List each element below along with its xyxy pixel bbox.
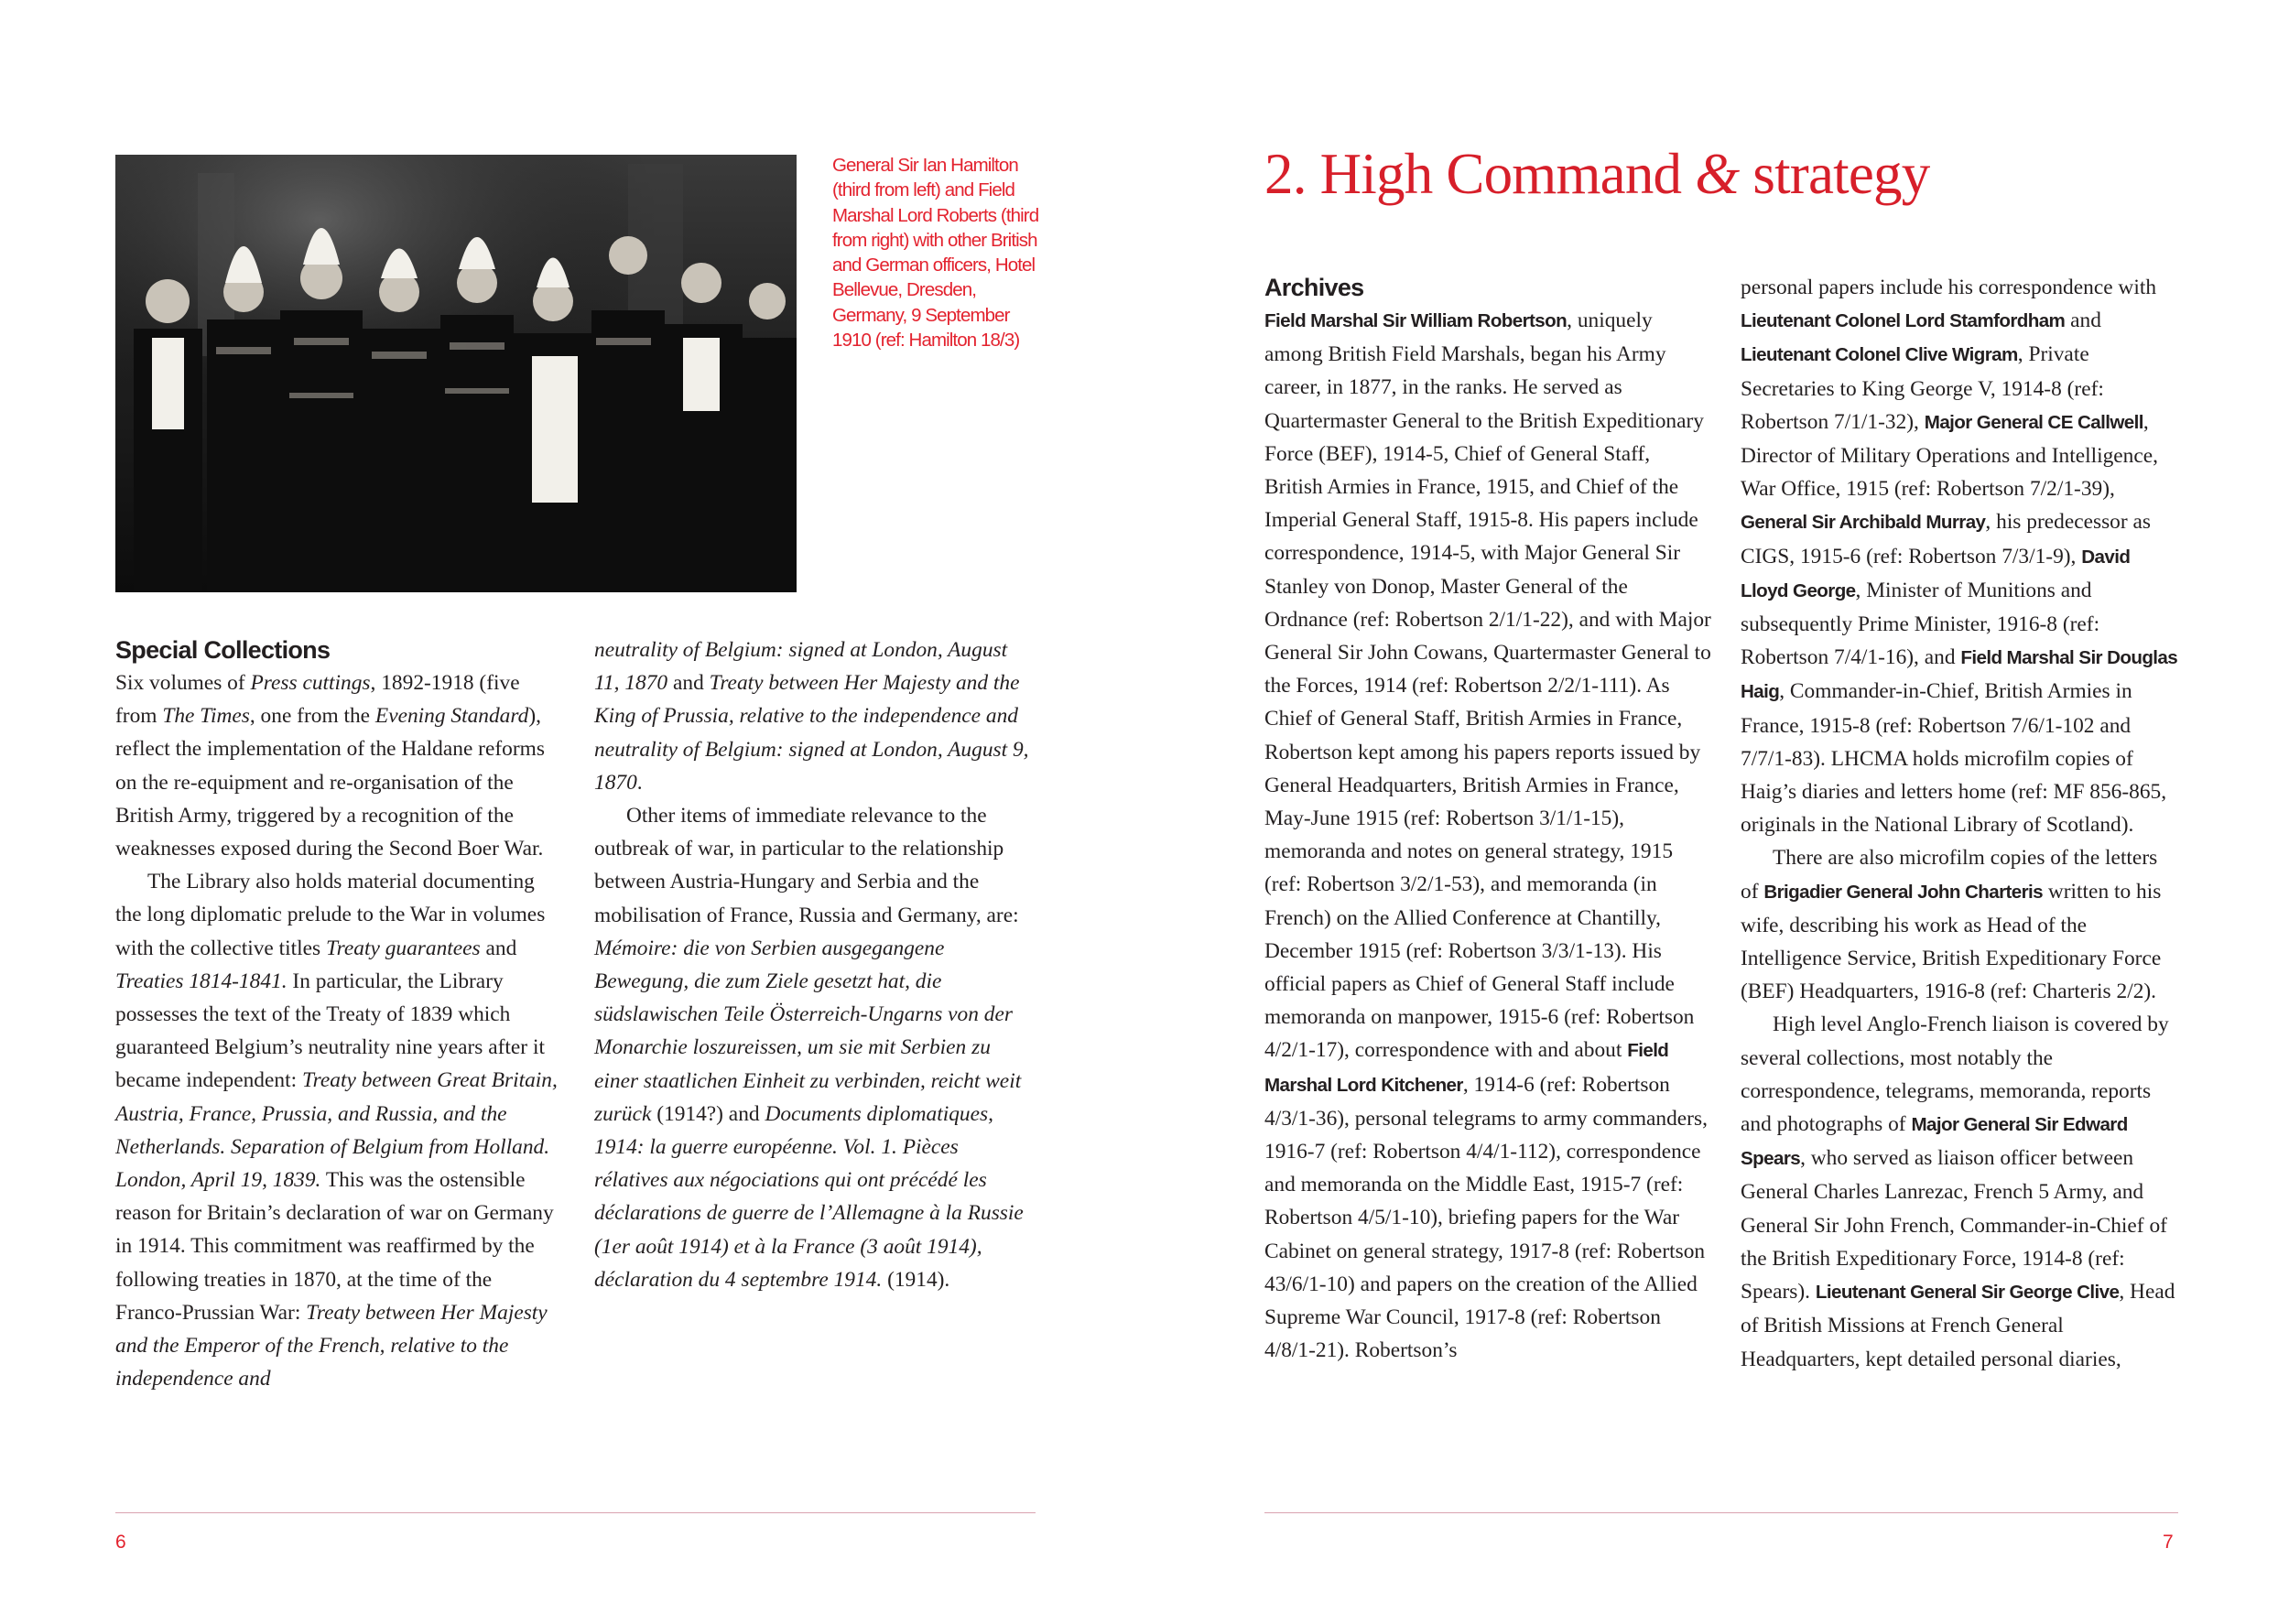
page-number-left: 6: [115, 1532, 126, 1553]
chapter-title: 2. High Command & strategy: [1264, 142, 1930, 206]
paragraph: Six volumes of Press cuttings, 1892-1918 (five from The Times, one from the Evening Standard), reflect the implementation of the Haldane reforms on the re-equipment and re-organisation of the British Army, triggered by a recognition of the weaknesses exposed during the Second Boer War.: [115, 671, 545, 861]
paragraph: High level Anglo-French liaison is covered by several collections, most notably the correspondence, telegrams, memoranda, reports and photographs of Major General Sir Edward Spears, who served as liaison officer between General Charles Lanrezac, French 5 Army, and General Sir John French, Commander-in-Chief of the British Expeditionary Force, 1914-8 (ref: Spears). Lieutenant General Sir George Clive, Head of British Missions at French General Headquarters, kept detailed personal diaries,: [1741, 1012, 2175, 1371]
paragraph: Field Marshal Sir William Robertson, uniquely among British Field Marshals, began his Army career, in 1877, in the ranks. He served as Quartermaster General to the British Expeditionary Force (BEF), 1914-5, Chief of General Staff, British Armies in France, 1915, and Chief of the Imperial General Staff, 1915-8. His papers include correspondence, 1914-5, with Major General Sir Stanley von Donop, Master General of the Ordnance (ref: Robertson 2/1/1-22), and with Major General Sir John Cowans, Quartermaster General to the Forces, 1914 (ref: Robertson 2/2/1-111). As Chief of General Staff, British Armies in France, Robertson kept among his papers reports issued by General Headquarters, British Armies in France, May-June 1915 (ref: Robertson 3/1/1-15), memoranda and notes on general strategy, 1915 (ref: Robertson 3/2/1-53), and memoranda (in French) on the Allied Conference at Chantilly, December 1915 (ref: Robertson 3/3/1-13). His official papers as Chief of General Staff include memoranda on manpower, 1915-6 (ref: Robertson 4/2/1-17), correspondence with and about Field Marshal Lord Kitchener, 1914-6 (ref: Robertson 4/3/1-36), personal telegrams to army commanders, 1916-7 (ref: Robertson 4/4/1-112), correspondence and memoranda on the Middle East, 1915-7 (ref: Robertson 4/5/1-10), briefing papers for the War Cabinet on general strategy, 1917-8 (ref: Robertson 43/6/1-10) and papers on the creation of the Allied Supreme War Council, 1917-8 (ref: Robertson 4/8/1-21). Robertson’s: [1264, 309, 1711, 1363]
paragraph: personal papers include his correspondence with Lieutenant Colonel Lord Stamfordham and Lieutenant Colonel Clive Wigram, Private Secretaries to King George V, 1914-8 (ref: Robertson 7/1/1-32), Major General CE Callwell, Director of Military Operations and Intelligence, War Office, 1915 (ref: Robertson 7/2/1-39), General Sir Archibald Murray, his predecessor as CIGS, 1915-6 (ref: Robertson 7/3/1-9), David Lloyd George, Minister of Munitions and subsequently Prime Minister, 1916-8 (ref: Robertson 7/4/1-16), and Field Marshal Sir Douglas Haig, Commander-in-Chief, British Armies in France, 1915-8 (ref: Robertson 7/6/1-102 and 7/7/1-83). LHCMA holds microfilm copies of Haig’s diaries and letters home (ref: MF 856-865, originals in the National Library of Scotland).: [1741, 276, 2178, 838]
column-3: [1264, 271, 1713, 1368]
photo-caption: General Sir Ian Hamilton (third from left) and Field Marshal Lord Roberts (third from right) with other British and German officers, Hotel Bellevue, Dresden, Germany, 9 September 1910 (ref: Hamilton 18/3): [832, 155, 1039, 352]
footer-rule-left: [115, 1512, 1036, 1513]
paragraph: The Library also holds material documenting the long diplomatic prelude to the War in volumes with the collective titles Treaty guarantees and Treaties 1814-1841. In particular, the Library possesses the text of the Treaty of 1839 which guaranteed Belgium’s neutrality nine years after it became independent: Treaty between Great Britain, Austria, France, Prussia, and Russia, and the Netherlands. Separation of Belgium from Holland. London, April 19, 1839. This was the ostensible reason for Britain’s declaration of war on Germany in 1914. This commitment was reaffirmed by the following treaties in 1870, at the time of the Franco-Prussian War: Treaty between Her Majesty and the Emperor of the French, relative to the independence and: [115, 870, 558, 1391]
page-number-right: 7: [2163, 1532, 2174, 1553]
paragraph: There are also microfilm copies of the letters of Brigadier General John Charteris written to his wife, describing his work as Head of the Intelligence Service, British Expeditionary Force (BEF) Headquarters, 1916-8 (ref: Charteris 2/2).: [1741, 846, 2162, 1004]
column-4: [1741, 271, 2178, 1376]
special-collections-heading: Special Collections: [115, 636, 331, 664]
photograph-image: [115, 155, 797, 592]
archives-heading: Archives: [1264, 274, 1364, 301]
column-1: [115, 633, 559, 1395]
column-2: [594, 633, 1036, 1296]
paragraph: Other items of immediate relevance to the outbreak of war, in particular to the relationship between Austria-Hungary and Serbia and the mobilisation of France, Russia and Germany, are: Mémoire: die von Serbien ausgegangene Bewegung, die zum Ziele gesetzt hat, die südslawischen Teile Österreich-Ungarns von der Monarchie loszureissen, um sie mit Serbien zu einer staatlichen Einheit zu verbinden, reicht weit zurück (1914?) and Documents diplomatiques, 1914: la guerre européenne. Vol. 1. Pièces rélatives aux négociations qui ont précédé les déclarations de guerre de l’Allemagne à la Russie (1er août 1914) et à la France (3 août 1914), déclaration du 4 septembre 1914. (1914).: [594, 804, 1024, 1292]
group-photograph: [115, 155, 797, 592]
footer-rule-right: [1264, 1512, 2178, 1513]
paragraph: neutrality of Belgium: signed at London, August 11, 1870 and Treaty between Her Majesty and the King of Prussia, relative to the independence and neutrality of Belgium: signed at London, August 9, 1870.: [594, 638, 1029, 795]
